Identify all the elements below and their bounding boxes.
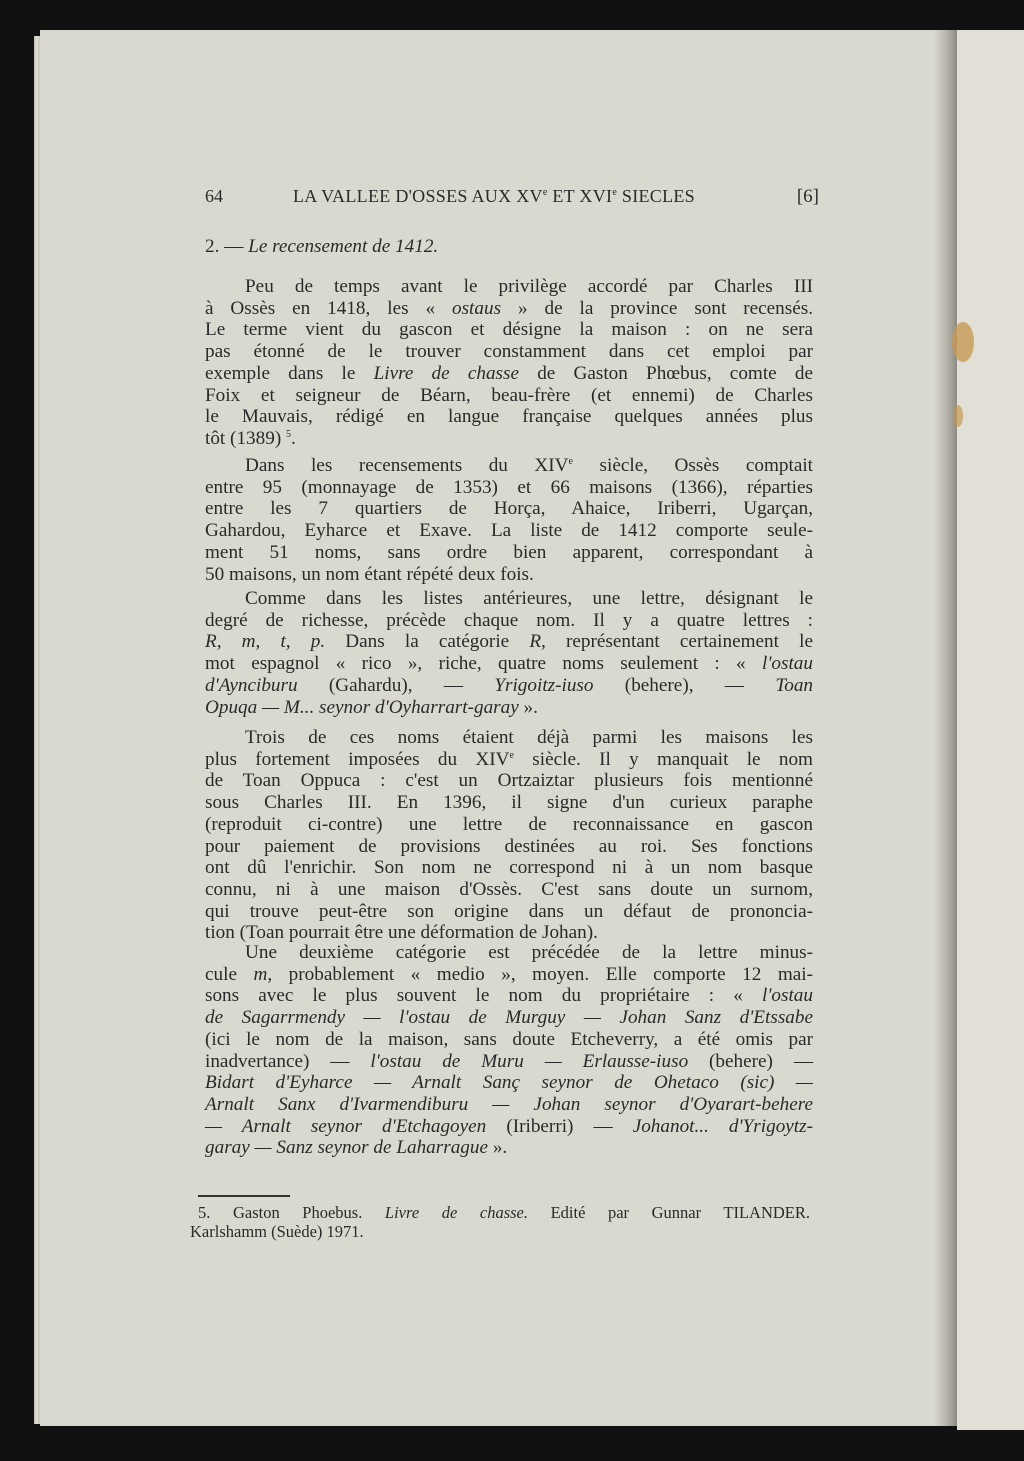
text-segment: le Mauvais, rédigé en langue française quelques années plus bbox=[205, 406, 813, 428]
text-segment: Toan bbox=[775, 674, 814, 696]
text-line bbox=[205, 1116, 813, 1138]
text-line bbox=[205, 520, 813, 542]
section-heading bbox=[205, 236, 813, 258]
paragraph bbox=[205, 276, 813, 450]
text-segment: Opuqa — M... seynor d'Oyharrart-garay bbox=[205, 696, 519, 718]
text-segment: qui trouve peut-être son origine dans un défaut de prononcia- bbox=[205, 900, 813, 922]
running-title bbox=[293, 186, 695, 207]
text-segment: 5 bbox=[286, 428, 292, 440]
text-line bbox=[205, 814, 813, 836]
text-segment: pour paiement de provisions destinées au roi. Ses fonctions bbox=[205, 835, 813, 857]
text-segment: degré de richesse, précède chaque nom. Il y a quatre lettres : bbox=[205, 609, 813, 631]
text-segment: l'ostau de Muru — Erlausse-iuso bbox=[370, 1050, 689, 1072]
text-line bbox=[205, 428, 813, 450]
text-segment: Le terme vient du gascon et désigne la maison : on ne sera bbox=[205, 319, 813, 341]
footnote bbox=[190, 1203, 810, 1241]
text-segment: (behere), — bbox=[593, 674, 776, 696]
text-segment: (behere) — bbox=[688, 1050, 814, 1072]
text-line bbox=[205, 276, 813, 298]
page-number: 64 bbox=[205, 186, 223, 206]
text-line bbox=[205, 1072, 813, 1094]
text-segment: Foix et seigneur de Béarn, beau-frère (et ennemi) de Charles bbox=[205, 384, 813, 406]
text-line bbox=[205, 455, 813, 477]
text-line bbox=[205, 879, 813, 901]
text-segment: (reproduit ci-contre) une lettre de reconnaissance en gascon bbox=[205, 813, 813, 835]
text-segment: entre les 7 quartiers de Horça, Ahaice, Iriberri, Ugarçan, bbox=[205, 498, 813, 520]
text-segment: Livre de chasse bbox=[373, 362, 520, 384]
text-line bbox=[190, 1203, 810, 1222]
text-line bbox=[205, 792, 813, 814]
text-segment: R, m, t, p. bbox=[205, 631, 326, 653]
stain-mark bbox=[953, 405, 963, 427]
text-segment: 50 maisons, un nom étant répété deux fois. bbox=[205, 563, 534, 585]
text-segment: tôt (1389) bbox=[205, 427, 287, 449]
text-line bbox=[205, 1007, 813, 1029]
text-segment: ostaus bbox=[452, 297, 502, 319]
text-segment: m, bbox=[253, 963, 273, 985]
book-gutter bbox=[935, 30, 957, 1426]
text-segment: sons avec le plus souvent le nom du propriétaire : « bbox=[205, 985, 762, 1007]
paragraph bbox=[205, 942, 813, 1159]
text-segment: Dans la catégorie bbox=[325, 631, 530, 653]
text-segment: plus fortement imposées du XIV bbox=[205, 748, 510, 770]
text-segment: Comme dans les listes antérieures, une lettre, désignant le bbox=[245, 588, 813, 609]
title-part: LA VALLEE D'OSSES AUX XV bbox=[293, 186, 543, 206]
text-segment: à Ossès en 1418, les « bbox=[205, 297, 452, 319]
text-line bbox=[205, 319, 813, 341]
text-segment: ont dû l'enrichir. Son nom ne correspond ni à un nom basque bbox=[205, 857, 813, 879]
text-segment: cule bbox=[205, 963, 254, 985]
text-segment: connu, ni à une maison d'Ossès. C'est sans doute un surnom, bbox=[205, 878, 813, 900]
text-segment: Trois de ces noms étaient déjà parmi les maisons les bbox=[245, 727, 813, 748]
text-line bbox=[205, 1029, 813, 1051]
text-line bbox=[205, 1137, 813, 1159]
text-line bbox=[205, 749, 813, 771]
text-line bbox=[205, 770, 813, 792]
text-line bbox=[205, 477, 813, 499]
text-line bbox=[205, 298, 813, 320]
text-segment: mot espagnol « rico », riche, quatre noms seulement : « bbox=[205, 653, 762, 675]
running-header bbox=[205, 186, 819, 210]
text-segment: Johanot... d'Yrigoytz- bbox=[632, 1115, 813, 1137]
text-segment: e bbox=[509, 749, 514, 761]
text-segment: d'Aynciburu bbox=[205, 674, 298, 696]
text-line bbox=[205, 406, 813, 428]
text-line bbox=[205, 836, 813, 858]
text-line bbox=[205, 653, 813, 675]
title-sup: e bbox=[542, 187, 548, 198]
text-segment: Livre de chasse. bbox=[384, 1203, 528, 1222]
text-segment: de Gaston Phœbus, comte de bbox=[519, 362, 813, 384]
paragraph bbox=[205, 727, 813, 944]
text-segment: Dans les recensements du XIV bbox=[245, 455, 569, 476]
text-segment: représentant certainement le bbox=[545, 631, 813, 653]
text-segment: Peu de temps avant le privilège accordé par Charles III bbox=[245, 276, 813, 297]
text-segment: tion (Toan pourrait être une déformation de Johan). bbox=[205, 922, 598, 944]
text-segment: — Arnalt seynor d'Etchagoyen bbox=[205, 1115, 487, 1137]
stain-mark bbox=[952, 322, 974, 362]
text-line bbox=[205, 697, 813, 719]
text-segment: . bbox=[291, 427, 296, 449]
text-segment: e bbox=[568, 456, 573, 467]
title-part: ET XVI bbox=[547, 186, 613, 206]
section-number: [6] bbox=[796, 186, 819, 207]
text-segment: R, bbox=[529, 631, 546, 653]
text-segment: ment 51 noms, sans ordre bien apparent, correspondant à bbox=[205, 541, 813, 563]
text-line bbox=[205, 1094, 813, 1116]
text-segment: de Toan Oppuca : c'est un Ortzaiztar plusieurs fois mentionné bbox=[205, 770, 813, 792]
text-segment: Une deuxième catégorie est précédée de la lettre minus- bbox=[245, 942, 813, 963]
text-line bbox=[205, 385, 813, 407]
text-segment: Bidart d'Eyharce — Arnalt Sanç seynor de Ohetaco (sic) — bbox=[205, 1072, 813, 1094]
text-line bbox=[205, 942, 813, 964]
text-segment: entre 95 (monnayage de 1353) et 66 maisons (1366), réparties bbox=[205, 476, 813, 498]
paragraph bbox=[205, 588, 813, 718]
text-line bbox=[205, 236, 813, 258]
text-segment: (Gahardu), — bbox=[297, 674, 495, 696]
text-segment: exemple dans le bbox=[205, 362, 374, 384]
text-segment: l'ostau bbox=[761, 985, 813, 1007]
text-line bbox=[205, 363, 813, 385]
text-segment: Arnalt Sanx d'Ivarmendiburu — Johan seynor d'Oyarart-behere bbox=[205, 1093, 813, 1115]
text-segment: garay — Sanz seynor de Laharrague bbox=[205, 1137, 489, 1159]
text-segment: inadvertance) — bbox=[205, 1050, 371, 1072]
text-segment: ». bbox=[518, 696, 538, 718]
text-segment: Edité par Gunnar TILANDER. bbox=[528, 1203, 811, 1222]
text-segment: siècle. Il y manquait le nom bbox=[513, 748, 813, 770]
text-segment: probablement « medio », moyen. Elle comporte 12 mai- bbox=[272, 963, 813, 985]
facing-page-edge bbox=[957, 30, 1024, 1430]
text-segment: Karlshamm (Suède) 1971. bbox=[190, 1222, 364, 1241]
text-segment: pas étonné de le trouver constamment dans cet emploi par bbox=[205, 341, 813, 363]
text-line bbox=[205, 964, 813, 986]
text-line bbox=[205, 901, 813, 923]
text-line bbox=[205, 564, 813, 586]
text-segment: (ici le nom de la maison, sans doute Etcheverry, a été omis par bbox=[205, 1028, 813, 1050]
text-line bbox=[205, 857, 813, 879]
title-sup: e bbox=[612, 187, 618, 198]
text-line bbox=[205, 610, 813, 632]
text-segment: l'ostau bbox=[761, 653, 813, 675]
text-segment: siècle, Ossès comptait bbox=[573, 455, 814, 476]
text-segment: 2. — bbox=[205, 236, 249, 257]
text-line bbox=[205, 675, 813, 697]
text-line bbox=[205, 631, 813, 653]
text-line bbox=[205, 1051, 813, 1073]
text-segment: Yrigoitz-iuso bbox=[494, 674, 594, 696]
paragraph bbox=[205, 455, 813, 585]
text-segment: Gahardou, Eyharce et Exave. La liste de 1412 comporte seule- bbox=[205, 520, 813, 542]
text-segment: » de la province sont recensés. bbox=[501, 297, 813, 319]
title-part: SIECLES bbox=[617, 186, 695, 206]
text-line bbox=[190, 1222, 810, 1241]
footnote-rule bbox=[198, 1195, 290, 1197]
text-segment: ». bbox=[488, 1137, 508, 1159]
text-line bbox=[205, 727, 813, 749]
text-segment: (Iriberri) — bbox=[486, 1115, 633, 1137]
text-segment: 5. Gaston Phoebus. bbox=[198, 1203, 385, 1222]
text-line bbox=[205, 542, 813, 564]
text-line bbox=[205, 498, 813, 520]
text-segment: de Sagarrmendy — l'ostau de Murguy — Johan Sanz d'Etssabe bbox=[205, 1007, 813, 1029]
text-line bbox=[205, 341, 813, 363]
text-segment: sous Charles III. En 1396, il signe d'un curieux paraphe bbox=[205, 792, 813, 814]
text-line bbox=[205, 588, 813, 610]
text-segment: Le recensement de 1412. bbox=[248, 236, 439, 257]
text-line bbox=[205, 985, 813, 1007]
text-line bbox=[205, 922, 813, 944]
